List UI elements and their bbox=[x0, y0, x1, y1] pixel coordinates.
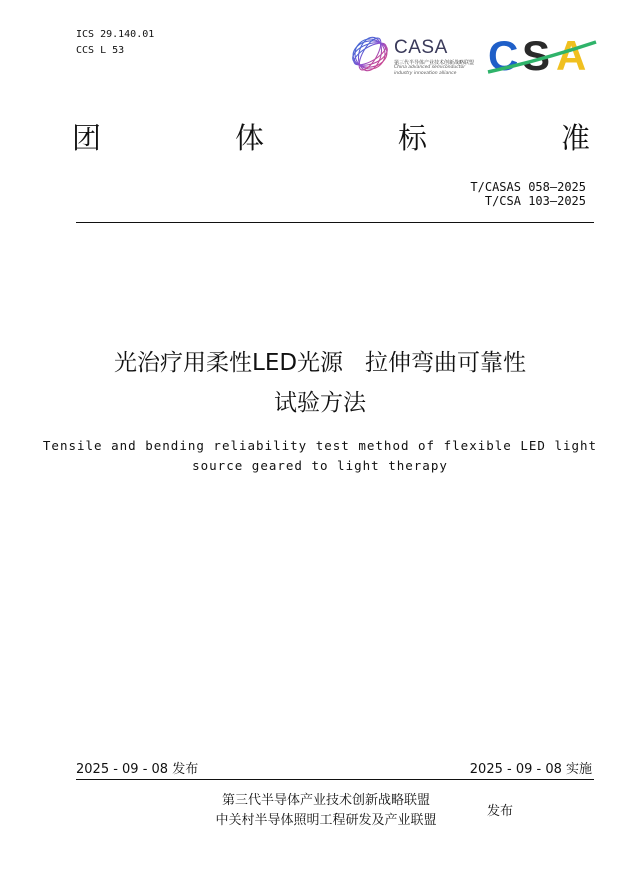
issue-date: 2025 - 09 - 08 发布 bbox=[76, 762, 199, 777]
issued-label: 发布 bbox=[487, 804, 514, 819]
csa-letter-a: A bbox=[556, 34, 587, 76]
csa-letter-s: S bbox=[522, 34, 551, 76]
csa-logo-icon bbox=[486, 34, 598, 76]
casa-english-name: China advanced semiconductor industry innovation alliance bbox=[394, 65, 466, 76]
ics-code: ICS 29.140.01 bbox=[76, 29, 155, 40]
standard-type-char: 团 bbox=[72, 121, 102, 155]
issuer-zhongguancun: 中关村半导体照明工程研发及产业联盟 bbox=[215, 813, 437, 828]
footer-divider bbox=[76, 779, 594, 780]
logos bbox=[350, 34, 600, 80]
issuing-organizations bbox=[196, 791, 456, 831]
chinese-title bbox=[40, 343, 600, 423]
standard-number-casas: T/CASAS 058—2025 bbox=[470, 180, 586, 194]
implementation-date: 2025 - 09 - 08 实施 bbox=[469, 762, 592, 777]
standard-type-heading bbox=[72, 116, 590, 157]
classification-codes bbox=[76, 27, 154, 59]
english-title-line-1: Tensile and bending reliability test method of flexible LED light bbox=[42, 438, 598, 453]
casa-wordmark: CASA bbox=[394, 37, 448, 58]
header-divider bbox=[76, 222, 594, 223]
english-title-line-2: source geared to light therapy bbox=[192, 458, 448, 473]
issuer-casa: 第三代半导体产业技术创新战略联盟 bbox=[221, 793, 430, 808]
ccs-code: CCS L 53 bbox=[76, 45, 125, 56]
casa-logo-icon bbox=[350, 34, 390, 74]
standard-type-char: 体 bbox=[234, 121, 264, 155]
chinese-title-line-1: 光治疗用柔性LED光源 拉伸弯曲可靠性 bbox=[114, 350, 526, 376]
english-title bbox=[40, 436, 600, 476]
standard-numbers bbox=[470, 180, 586, 208]
standard-number-csa: T/CSA 103—2025 bbox=[484, 194, 586, 208]
csa-letter-c: C bbox=[488, 34, 519, 76]
standard-type-char: 准 bbox=[560, 121, 590, 155]
standard-type-char: 标 bbox=[397, 121, 427, 155]
chinese-title-line-2: 试验方法 bbox=[274, 390, 366, 416]
casa-chinese-name: 第三代半导体产业技术创新战略联盟 bbox=[394, 60, 475, 66]
